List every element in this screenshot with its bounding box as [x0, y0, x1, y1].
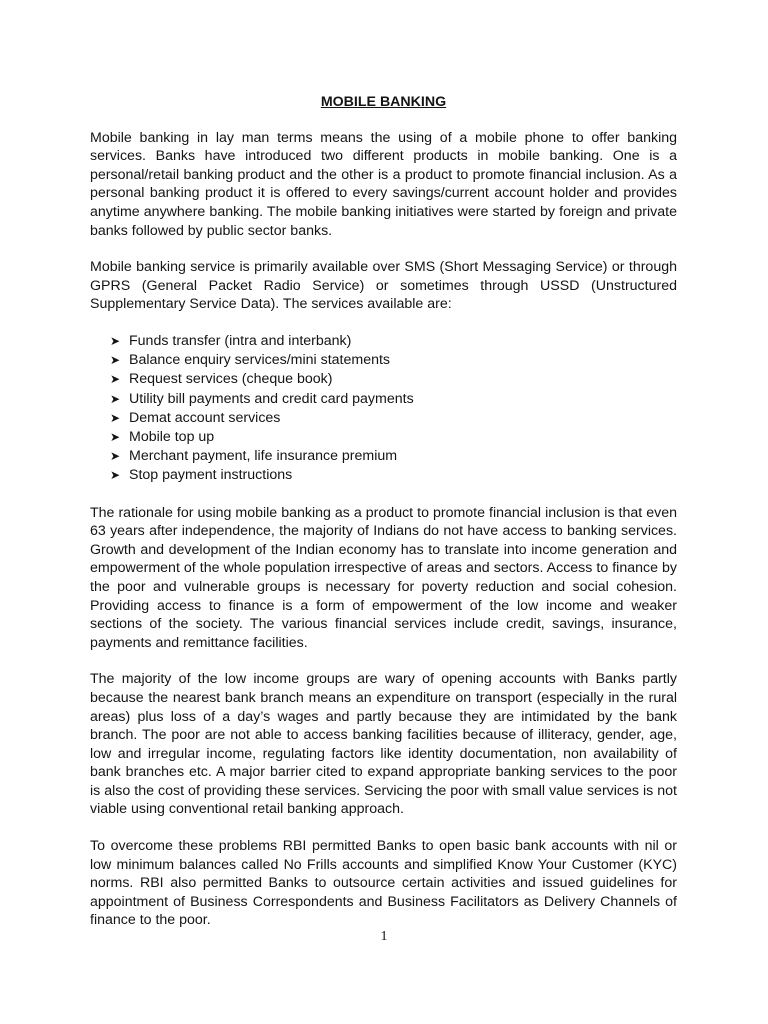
arrowhead-bullet-icon: ➤ — [110, 391, 121, 406]
list-item — [110, 370, 677, 389]
service-label: Balance enquiry services/mini statements — [129, 352, 391, 369]
list-item — [110, 332, 677, 351]
service-label: Mobile top up — [129, 428, 215, 445]
page-number: 1 — [380, 929, 388, 944]
intro-paragraph: Mobile banking in lay man terms means the using of a mobile phone to offer banking services. Banks have introduced two different products in mobile banking. One is a personal/retail banking product and the other is a product to promote financial inclusion. As a personal banking product it is offered to every savings/current account holder and provides anytime anywhere banking. The mobile banking initiatives were started by foreign and private banks followed by public sector banks. — [90, 129, 677, 239]
services-list — [90, 332, 677, 486]
arrowhead-bullet-icon: ➤ — [110, 468, 121, 483]
service-label: Stop payment instructions — [129, 467, 293, 484]
list-item — [110, 428, 677, 447]
list-item — [110, 390, 677, 409]
list-item — [110, 447, 677, 466]
service-label: Funds transfer (intra and interbank) — [129, 332, 352, 349]
arrowhead-bullet-icon: ➤ — [110, 333, 121, 348]
list-item — [110, 466, 677, 485]
arrowhead-bullet-icon: ➤ — [110, 449, 121, 464]
service-label: Merchant payment, life insurance premium — [129, 448, 398, 465]
arrowhead-bullet-icon: ➤ — [110, 429, 121, 444]
list-item — [110, 351, 677, 370]
document-title: MOBILE BANKING — [320, 94, 447, 110]
arrowhead-bullet-icon: ➤ — [110, 372, 121, 387]
service-label: Demat account services — [129, 409, 281, 426]
rationale-paragraph: The rationale for using mobile banking as a product to promote financial inclusion is that even 63 years after independence, the majority of Indians do not have access to banking services. Growth and development of the Indian economy has to translate into income generation and empowerment of the whole population irrespective of areas and sectors. Access to finance by the poor and vulnerable groups is necessary for poverty reduction and social cohesion. Providing access to finance is a form of empowerment of the low income and weaker sections of the society. The various financial services include credit, savings, insurance, payments and remittance facilities. — [90, 504, 677, 651]
service-label: Request services (cheque book) — [129, 371, 333, 388]
document-page — [90, 93, 677, 948]
services-intro-paragraph: Mobile banking service is primarily available over SMS (Short Messaging Service) or through GPRS (General Packet Radio Service) or sometimes through USSD (Unstructured Supplementary Service Data). The services available are: — [90, 259, 677, 313]
list-item — [110, 409, 677, 428]
barriers-paragraph: The majority of the low income groups are wary of opening accounts with Banks partly because the nearest bank branch means an expenditure on transport (especially in the rural areas) plus loss of a day’s wages and partly because they are intimidated by the bank branch. The poor are not able to access banking facilities because of illiteracy, gender, age, low and irregular income, regulating factors like identity documentation, non availability of bank branches etc. A major barrier cited to expand appropriate banking services to the poor is also the cost of providing these services. Servicing the poor with small value services is not viable using conventional retail banking approach. — [90, 671, 677, 818]
arrowhead-bullet-icon: ➤ — [110, 353, 121, 368]
arrowhead-bullet-icon: ➤ — [110, 410, 121, 425]
service-label: Utility bill payments and credit card payments — [129, 390, 414, 407]
rbi-measures-paragraph: To overcome these problems RBI permitted Banks to open basic bank accounts with nil or low minimum balances called No Frills accounts and simplified Know Your Customer (KYC) norms. RBI also permitted Banks to outsource certain activities and issued guidelines for appointment of Business Correspondents and Business Facilitators as Delivery Channels of finance to the poor. — [90, 838, 677, 929]
